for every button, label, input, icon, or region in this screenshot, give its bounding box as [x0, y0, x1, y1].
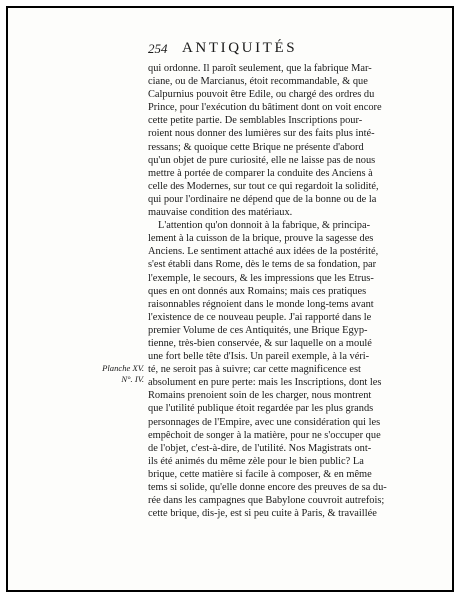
- text-line: qui ordonne. Il paroît seulement, que la fabrique Mar-: [148, 63, 372, 74]
- text-line: premier Volume de ces Antiquités, une Brique Egyp-: [148, 324, 368, 336]
- text-line: ils été animés du même zèle pour le bien public? La: [148, 455, 364, 467]
- paragraph: [148, 62, 440, 219]
- text-line: qui pour l'ordinaire ne dépend que de la bonne ou de la: [148, 193, 377, 205]
- text-line: Calpurnius pouvoit être Edile, ou chargé des ordres du: [148, 89, 375, 101]
- page-header: [148, 40, 438, 60]
- text-line: celle des Modernes, sur tout ce qui regardoit la solidité,: [148, 180, 379, 192]
- text-line: absolument en pure perte: mais les Inscriptions, dont les: [148, 377, 382, 389]
- text-line: ciane, ou de Marcianus, étoit recommandable, & que: [148, 76, 368, 88]
- text-line: cette petite partie. De semblables Inscriptions pour-: [148, 115, 363, 127]
- text-line: ques en ont donnés aux Romains; mais ces pratiques: [148, 285, 367, 297]
- margin-note-plate: Planche XV.: [102, 363, 144, 373]
- page-number: 254: [148, 41, 168, 56]
- text-line: Prince, pour l'exécution du bâtiment dont on voit encore: [148, 102, 382, 114]
- text-line: personnages de l'Empire, avec une considération qui les: [148, 416, 381, 428]
- running-title: ANTIQUITÉS: [182, 40, 298, 56]
- text-line: une fort belle tête d'Isis. Un pareil exemple, à la véri-: [148, 351, 370, 363]
- text-line: raisonnables régnoient dans le monde long-tems avant: [148, 298, 374, 310]
- text-line: mettre à portée de comparer la conduite des Anciens à: [148, 167, 373, 179]
- margin-note-number: N°. IV.: [121, 374, 144, 384]
- text-line: l'exemple, le secours, & les impressions que les Etrus-: [148, 272, 374, 284]
- text-line: tienne, très-bien conservée, & sur laquelle on a moulé: [148, 337, 372, 349]
- text-line: lement à la cuisson de la brique, prouve la sagesse des: [148, 233, 374, 245]
- text-line: roient nous donner des lumières sur des faits plus inté-: [148, 128, 375, 140]
- text-line: empêchoit de songer à la matière, pour ne s'occuper que: [148, 429, 381, 441]
- text-line: qu'un objet de pure curiosité, elle ne laisse pas de nous: [148, 154, 376, 166]
- text-line: tems si solide, qu'elle donne encore des preuves de sa du-: [148, 482, 387, 493]
- text-line: s'est établi dans Rome, dès le tems de sa fondation, par: [148, 259, 377, 271]
- body-text: [148, 62, 440, 520]
- text-line: Anciens. Le sentiment attaché aux idées de la postérité,: [148, 246, 379, 258]
- text-line: de l'objet, c'est-à-dire, de l'utilité. Nos Magistrats ont-: [148, 442, 372, 454]
- text-line: que l'utilité publique étoit regardée par les plus grands: [148, 403, 374, 415]
- text-line: Romains prenoient soin de les charger, nous montrent: [148, 390, 372, 402]
- paragraph: [148, 219, 440, 520]
- text-line: brique, cette matière si facile à composer, & en même: [148, 468, 372, 480]
- text-line: ressans; & quoique cette Brique ne présente d'abord: [148, 141, 364, 153]
- text-line: té, ne seroit pas à suivre; car cette magnificence est: [148, 364, 361, 376]
- text-line: L'attention qu'on donnoit à la fabrique, & principa-: [158, 220, 371, 232]
- text-line: mauvaise condition des matériaux.: [148, 207, 293, 219]
- text-line: cette brique, dis-je, est si peu cuite à Paris, & travaillée: [148, 508, 377, 520]
- text-line: rée dans les campagnes que Babylone couvroit autrefois;: [148, 495, 385, 507]
- text-line: l'existence de ce nouveau peuple. J'ai rapporté dans le: [148, 311, 372, 323]
